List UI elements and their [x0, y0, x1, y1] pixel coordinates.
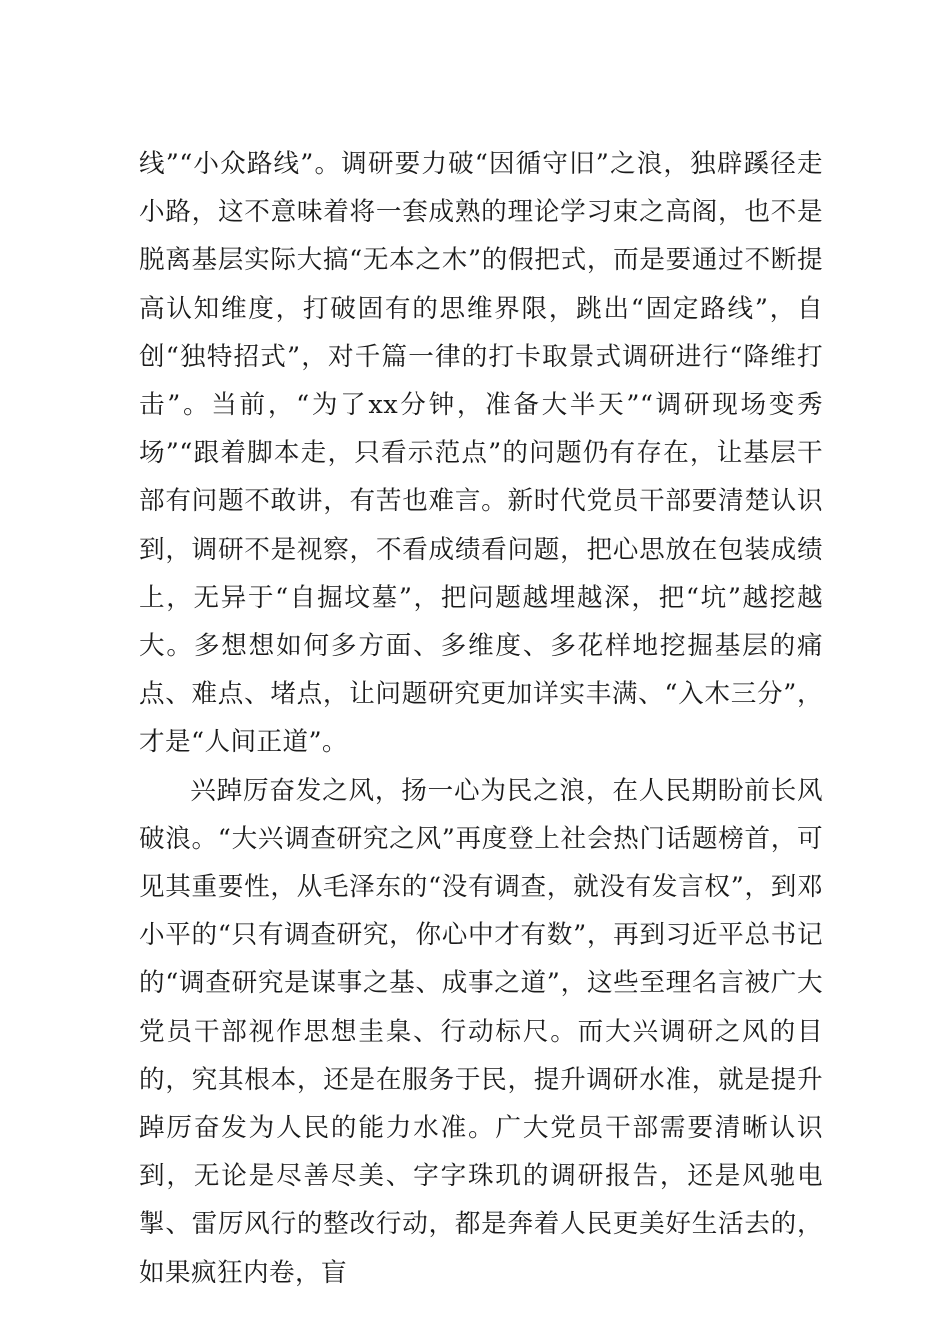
- paragraph-1: 线”“小众路线”。调研要力破“因循守旧”之浪，独辟蹊径走小路，这不意味着将一套成熟的理论学习束之高阁，也不是脱离基层实际大搞“无本之木”的假把式，而是要通过不断提高认知维度，打破固有的思维界限，跳出“固定路线”，自创“独特招式”，对千篇一律的打卡取景式调研进行“降维打击”。当前，“为了xx分钟，准备大半天”“调研现场变秀场”“跟着脚本走，只看示范点”的问题仍有存在，让基层干部有问题不敢讲，有苦也难言。新时代党员干部要清楚认识到，调研不是视察，不看成绩看问题，把心思放在包装成绩上，无异于“自掘坟墓”，把问题越埋越深，把“坑”越挖越大。多想想如何多方面、多维度、多花样地挖掘基层的痛点、难点、堵点，让问题研究更加详实丰满、“入木三分”，才是“人间正道”。: [139, 149, 823, 758]
- paragraph-2: 兴踔厉奋发之风，扬一心为民之浪，在人民期盼前长风破浪。“大兴调查研究之风”再度登上社会热门话题榜首，可见其重要性，从毛泽东的“没有调查，就没有发言权”，到邓小平的“只有调查研究，你心中才有数”，再到习近平总书记的“调查研究是谋事之基、成事之道”，这些至理名言被广大党员干部视作思想圭臬、行动标尺。而大兴调研之风的目的，究其根本，还是在服务于民，提升调研水准，就是提升踔厉奋发为人民的能力水准。广大党员干部需要清晰认识到，无论是尽善尽美、字字珠玑的调研报告，还是风驰电掣、雷厉风行的整改行动，都是奔着人民更美好生活去的，如果疯狂内卷，盲: [139, 775, 823, 1288]
- document-body: [139, 140, 823, 1297]
